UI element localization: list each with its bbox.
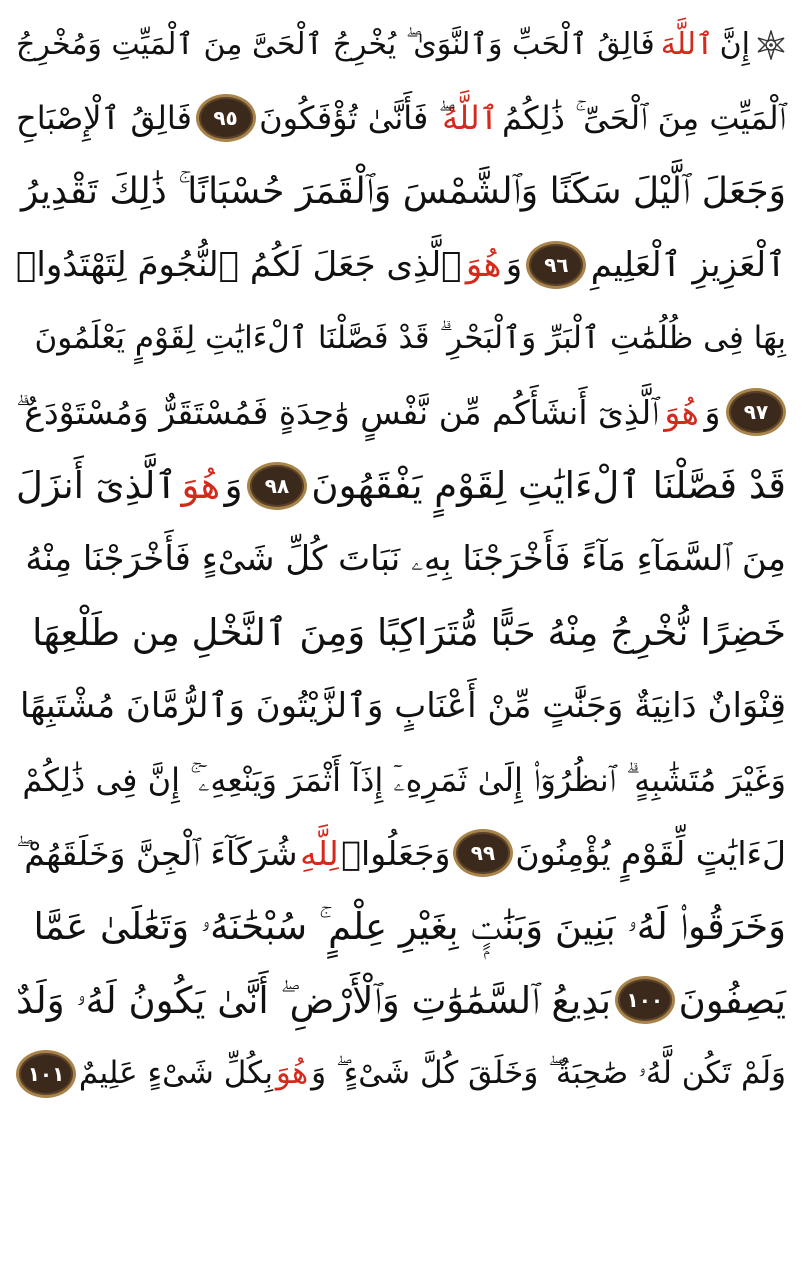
verse-line (16, 376, 786, 450)
verse-line (16, 449, 786, 523)
divine-name-text: هُوَ (664, 392, 699, 432)
verse-text: فَالِقُ ٱلْحَبِّ وَٱلنَّوَىٰ ۖ يُخْرِجُ ٱلْحَىَّ مِنَ ٱلْمَيِّتِ وَمُخْرِجُ (16, 26, 655, 62)
verse-line (16, 1037, 786, 1111)
divine-name-text: هُوَ (275, 1055, 309, 1092)
verse-text: ٱلَّذِىٓ أَنزَلَ (16, 464, 178, 508)
verse-line (16, 743, 786, 817)
verse-line (16, 670, 786, 744)
verse-text: بِهَا فِى ظُلُمَٰتِ ٱلْبَرِّ وَٱلْبَحْرِ ۗ قَدْ فَصَّلْنَا ٱلْءَايَٰتِ لِقَوْمٍ يَعْلَمُونَ (34, 320, 786, 357)
verse-text: بِكُلِّ شَىْءٍ عَلِيمٌ (78, 1055, 273, 1092)
verse-text: وَ (224, 464, 243, 508)
verse-line (16, 302, 786, 376)
verse-text: وَغَيْرَ مُتَشَٰبِهٍ ۗ ٱنظُرُوٓا۟ إِلَىٰ ثَمَرِهِۦٓ إِذَآ أَثْمَرَ وَيَنْعِهِۦٓ ۚ إِنَّ فِى ذَٰلِكُمْ (22, 760, 786, 799)
divine-name-text: هُوَ (181, 464, 221, 508)
verse-text: يَصِفُونَ (678, 978, 786, 1022)
star-ornament-icon (756, 30, 786, 60)
verse-text: بَدِيعُ ٱلسَّمَٰوَٰتِ وَٱلْأَرْضِ ۖ أَنَّىٰ يَكُونُ لَهُۥ وَلَدٌ (16, 978, 612, 1022)
verse-text: وَجَعَلَ ٱلَّيْلَ سَكَنًا وَٱلشَّمْسَ وَٱلْقَمَرَ حُسْبَانًا ۚ ذَٰلِكَ تَقْدِيرُ (20, 170, 786, 212)
ayah-number-marker: ٩٨ (247, 462, 307, 510)
verse-text: إِنَّ (719, 26, 750, 62)
divine-name-text: ٱللَّهُ (442, 99, 499, 138)
ayah-number-marker: ٩٧ (726, 388, 786, 436)
verse-text: مِنَ ٱلسَّمَآءِ مَآءً فَأَخْرَجْنَا بِهِۦ نَبَاتَ كُلِّ شَىْءٍ فَأَخْرَجْنَا مِنْهُ (25, 539, 786, 580)
verse-text: وَخَرَقُوا۟ لَهُۥ بَنِينَ وَبَنَٰتٍۭ بِغَيْرِ عِلْمٍ ۚ سُبْحَٰنَهُۥ وَتَعَٰلَىٰ عَمَّا (33, 905, 786, 949)
verse-text: ٱلَّذِى جَعَلَ لَكُمُ ٱلنُّجُومَ لِتَهْتَدُوا۟ (16, 245, 462, 286)
verse-text: قَدْ فَصَّلْنَا ٱلْءَايَٰتِ لِقَوْمٍ يَفْقَهُونَ (311, 464, 786, 508)
verse-line (16, 890, 786, 964)
verse-text: قِنْوَانٌ دَانِيَةٌ وَجَنَّٰتٍ مِّنْ أَعْنَابٍ وَٱلزَّيْتُونَ وَٱلرُّمَّانَ مُشْتَبِهًا (19, 686, 786, 727)
verse-line (16, 964, 786, 1038)
divine-name-text: ٱللَّهَ (660, 26, 714, 62)
verse-text: ٱلَّذِىٓ أَنشَأَكُم مِّن نَّفْسٍ وَٰحِدَةٍ فَمُسْتَقَرٌّ وَمُسْتَوْدَعٌ ۗ (16, 392, 659, 432)
ayah-number-marker: ٩٩ (453, 829, 513, 877)
verse-text: لَءَايَٰتٍ لِّقَوْمٍ يُؤْمِنُونَ (515, 833, 786, 873)
verse-text: فَالِقُ ٱلْإِصْبَاحِ (16, 99, 192, 138)
verse-text: وَ (704, 392, 721, 432)
divine-name-text: هُوَ (465, 245, 502, 286)
divine-name-text: لِلَّهِ (300, 833, 339, 873)
verse-text: ٱلْعَزِيزِ ٱلْعَلِيمِ (590, 245, 786, 286)
ayah-number-marker: ١٠١ (16, 1050, 76, 1098)
verse-line (16, 229, 786, 303)
verse-line (16, 523, 786, 597)
verse-text: وَ (505, 245, 523, 286)
verse-line (16, 596, 786, 670)
verse-text: وَجَعَلُوا۟ (341, 833, 451, 873)
verse-text: شُرَكَآءَ ٱلْجِنَّ وَخَلَقَهُمْ ۖ (16, 833, 298, 873)
ayah-number-marker: ٩٥ (196, 94, 256, 142)
ayah-number-marker: ١٠٠ (615, 976, 675, 1024)
verse-text: ۖ فَأَنَّىٰ تُؤْفَكُونَ (259, 99, 439, 138)
verse-lines (16, 8, 786, 1111)
verse-text: خَضِرًا نُّخْرِجُ مِنْهُ حَبًّا مُّتَرَاكِبًا وَمِنَ ٱلنَّخْلِ مِن طَلْعِهَا (32, 611, 786, 655)
verse-text: ٱلْمَيِّتِ مِنَ ٱلْحَىِّ ۚ ذَٰلِكُمُ (501, 99, 786, 138)
verse-line (16, 8, 786, 82)
ayah-number-marker: ٩٦ (526, 241, 586, 289)
verse-line (16, 817, 786, 891)
verse-text: وَلَمْ تَكُن لَّهُۥ صَٰحِبَةٌ ۖ وَخَلَقَ كُلَّ شَىْءٍ ۖ وَ (311, 1055, 786, 1092)
verse-line (16, 82, 786, 156)
verse-line (16, 155, 786, 229)
